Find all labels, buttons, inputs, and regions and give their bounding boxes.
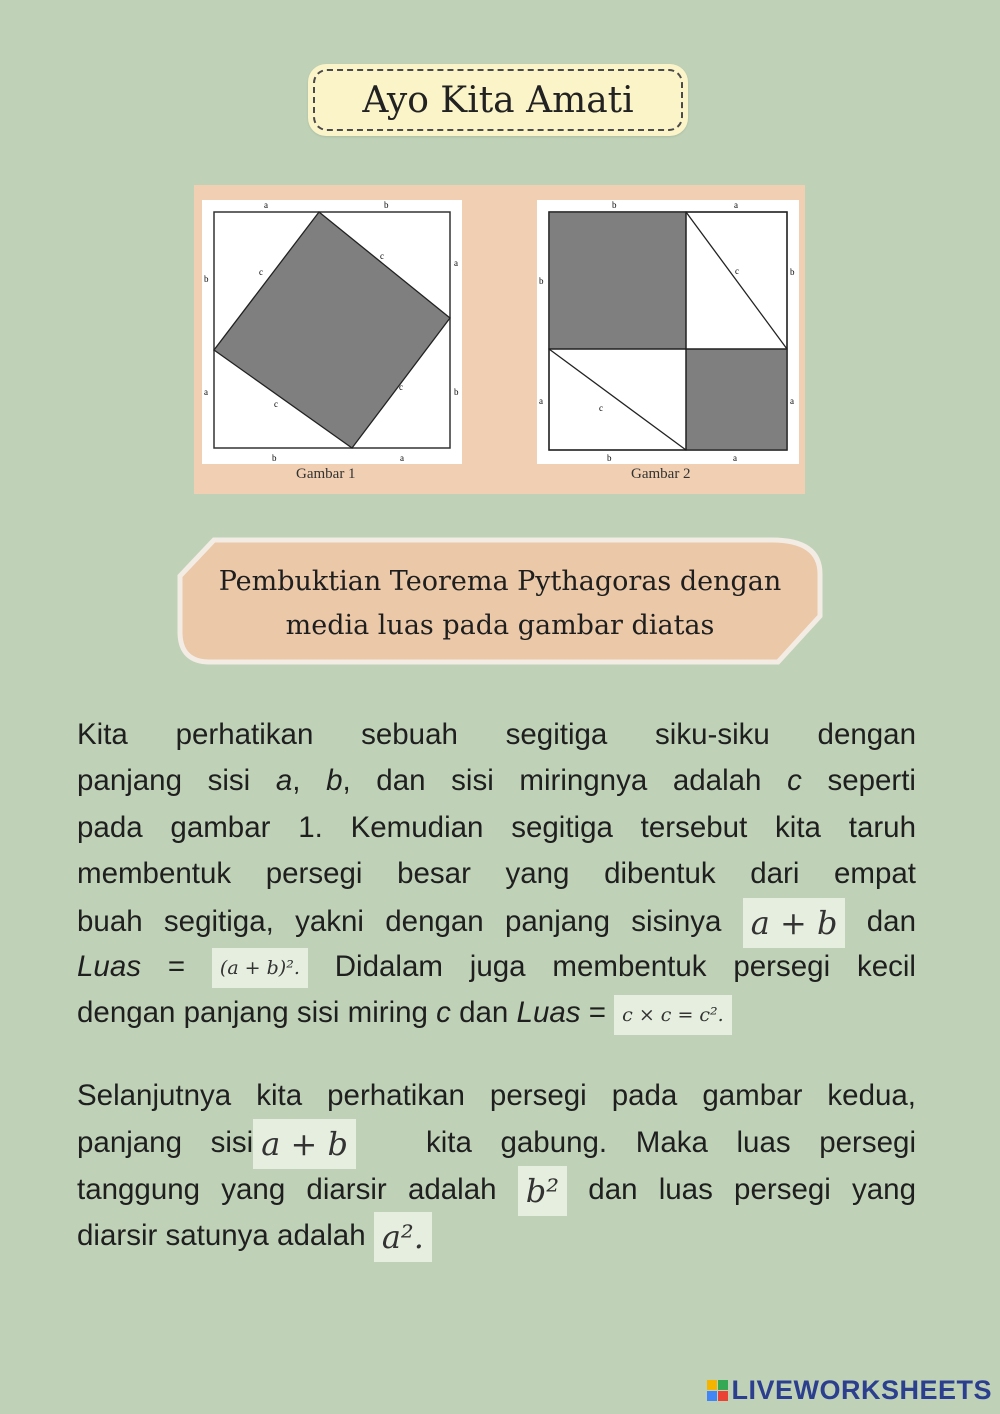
paragraph-2 (77, 1073, 916, 1259)
label-b: b (612, 200, 617, 210)
paragraph-1 (77, 712, 916, 1037)
math-b-squared: b² (518, 1166, 567, 1216)
text-line: dengan panjang sisi miring c dan Luas = c × c = c². (77, 990, 916, 1036)
label-a: a (264, 200, 268, 210)
label-b: b (539, 276, 544, 286)
figure-2 (537, 200, 799, 464)
math-a-plus-b-squared: (a + b)². (212, 948, 308, 988)
math-a-plus-b: a + b (743, 898, 846, 948)
label-a: a (734, 200, 738, 210)
text-line: Luas = (a + b)². Didalam juga membentuk persegi kecil (77, 944, 916, 990)
label-b: b (204, 274, 209, 284)
liveworksheets-logo (707, 1375, 992, 1406)
text-line: Selanjutnya kita perhatikan persegi pada gambar kedua, (77, 1079, 916, 1112)
text-line: diarsir satunya adalah a². (77, 1212, 916, 1258)
logo-icon (707, 1380, 728, 1401)
label-c: c (399, 382, 403, 392)
label-b: b (454, 387, 459, 397)
label-c: c (380, 251, 384, 261)
page-title: Ayo Kita Amati (313, 69, 683, 131)
text-line: panjang sisi a, b, dan sisi miringnya adalah c seperti (77, 764, 916, 798)
label-b: b (384, 200, 389, 210)
text-line: panjang sisi a + b kita gabung. Maka luas persegi (77, 1119, 916, 1165)
shaded-square-a (686, 349, 787, 450)
figure-panel (194, 185, 805, 494)
label-c: c (599, 403, 603, 413)
logo-text: LIVEWORKSHEETS (731, 1375, 992, 1405)
label-c: c (274, 399, 278, 409)
logo-square (707, 1391, 717, 1401)
figure-2-diagram (537, 200, 799, 464)
text-line: membentuk persegi besar yang dibentuk dari empat (77, 857, 916, 891)
figure-1-caption: Gambar 1 (296, 466, 356, 482)
shaded-square-b (549, 212, 686, 349)
label-c: c (259, 267, 263, 277)
math-a-squared: a². (374, 1212, 432, 1262)
logo-square (718, 1391, 728, 1401)
label-a: a (539, 396, 543, 406)
subtitle-text (176, 560, 824, 648)
title-banner (308, 64, 688, 136)
label-a: a (400, 453, 404, 463)
text-line: pada gambar 1. Kemudian segitiga tersebut kita taruh (77, 810, 916, 844)
label-b: b (790, 267, 795, 277)
text-line: Kita perhatikan sebuah segitiga siku-siku dengan (77, 718, 916, 751)
logo-square (707, 1380, 717, 1390)
figure-2-caption: Gambar 2 (631, 466, 691, 482)
label-a: a (733, 453, 737, 463)
subtitle-line: media luas pada gambar diatas (285, 610, 715, 641)
math-c-squared: c × c = c². (614, 995, 732, 1035)
label-a: a (790, 396, 794, 406)
label-c: c (735, 266, 739, 276)
figure-1 (202, 200, 462, 464)
subtitle-banner (176, 536, 824, 666)
text-line: tanggung yang diarsir adalah b² dan luas persegi yang (77, 1166, 916, 1212)
figure-1-diagram (202, 200, 462, 464)
label-a: a (454, 258, 458, 268)
label-a: a (204, 387, 208, 397)
math-a-plus-b: a + b (253, 1119, 356, 1169)
logo-square (718, 1380, 728, 1390)
text-line: buah segitiga, yakni dengan panjang sisinya a + b dan (77, 898, 916, 944)
label-b: b (272, 453, 277, 463)
label-b: b (607, 453, 612, 463)
subtitle-line: Pembuktian Teorema Pythagoras dengan (218, 566, 782, 597)
